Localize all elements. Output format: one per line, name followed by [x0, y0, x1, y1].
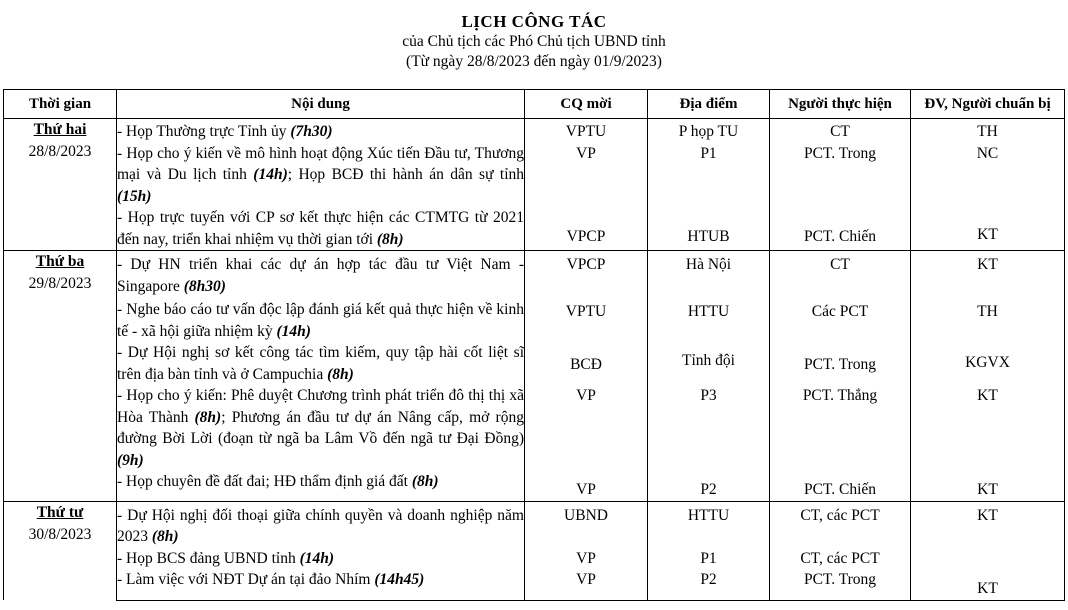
item-time: (14h): [253, 166, 288, 183]
item-time: (14h): [276, 322, 311, 340]
item-inviter: BCĐ: [525, 342, 648, 385]
schedule-table: [3, 89, 1065, 601]
item-content: [117, 207, 525, 251]
item-preparer: KGVX: [911, 342, 1065, 385]
item-inviter: VP: [525, 385, 648, 471]
item-location: P3: [648, 385, 770, 471]
item-text: - Dự Hội nghị sơ kết công tác tìm kiếm, quy tập hài cốt liệt sĩ trên địa bàn tỉnh và ở Campuchia: [117, 344, 524, 383]
item-location: Tỉnh đội: [648, 342, 770, 385]
item-text: - Họp cho ý kiến về mô hình hoạt động Xúc tiến Đầu tư, Thương mại và Du lịch tỉnh: [117, 144, 524, 183]
table-header-row: [4, 90, 1065, 119]
item-preparer: [911, 548, 1065, 570]
item-time: (8h): [411, 473, 439, 490]
table-row: [4, 342, 1065, 385]
item-location: P họp TU: [648, 119, 770, 143]
item-inviter: VP: [525, 143, 648, 208]
table-row: [4, 471, 1065, 501]
document-subtitle: của Chủ tịch các Phó Chủ tịch UBND tỉnh: [402, 33, 666, 50]
day-cell: [4, 119, 117, 251]
col-header-location: Địa điểm: [648, 90, 770, 119]
item-executor: PCT. Trong: [770, 143, 911, 208]
item-inviter: VPCP: [525, 251, 648, 298]
item-executor: PCT. Trong: [770, 569, 911, 600]
item-executor: PCT. Chiến: [770, 207, 911, 251]
table-row: [4, 119, 1065, 143]
item-time: (7h30): [290, 123, 333, 140]
item-time: (9h): [117, 451, 144, 469]
item-content: [117, 569, 525, 600]
day-date: 28/8/2023: [28, 143, 92, 160]
item-executor: PCT. Thắng: [770, 385, 911, 471]
item-location: Hà Nội: [648, 251, 770, 298]
item-inviter: VP: [525, 471, 648, 501]
item-preparer: TH: [911, 119, 1065, 143]
item-content: [117, 119, 525, 143]
item-text: - Nghe báo cáo tư vấn độc lập đánh giá kết quả thực hiện về kinh tế - xã hội giữa nhiệm kỳ: [117, 301, 524, 340]
item-preparer: KT: [911, 251, 1065, 298]
date-range: (Từ ngày 28/8/2023 đến ngày 01/9/2023): [406, 53, 662, 70]
item-content: [117, 342, 525, 385]
item-time: (8h): [376, 230, 404, 248]
item-content: [117, 548, 525, 570]
item-location: P2: [648, 569, 770, 600]
day-name: Thứ ba: [35, 253, 85, 270]
col-header-inviter: CQ mời: [525, 90, 648, 119]
item-text: ; Phương án đầu tư dự án Nâng cấp, mở rộng đường Bời Lời (đoạn từ ngã ba Lâm Vồ đến ngã tư Đại Đồng): [117, 408, 524, 447]
day-date: 30/8/2023: [28, 525, 92, 543]
day-name: Thứ tư: [36, 503, 84, 521]
item-executor: PCT. Trong: [770, 342, 911, 385]
item-time: (8h): [194, 408, 222, 426]
item-content: [117, 297, 525, 342]
item-location: P2: [648, 471, 770, 501]
item-time: (14h45): [374, 571, 425, 588]
item-executor: PCT. Chiến: [770, 471, 911, 501]
item-time: (8h): [151, 528, 179, 545]
item-time: (14h): [299, 549, 335, 567]
document-title: LỊCH CÔNG TÁC: [461, 12, 607, 31]
item-location: P1: [648, 143, 770, 208]
col-header-preparer: ĐV, Người chuẩn bị: [911, 90, 1065, 119]
table-row: [4, 251, 1065, 298]
item-content: [117, 143, 525, 208]
item-time: (8h): [327, 365, 354, 383]
item-location: P1: [648, 548, 770, 570]
item-content: [117, 471, 525, 501]
item-content: [117, 251, 525, 298]
item-location: HTUB: [648, 207, 770, 251]
col-header-time: Thời gian: [4, 90, 117, 119]
item-location: HTTU: [648, 501, 770, 548]
table-row: [4, 143, 1065, 208]
item-text: - Họp trực tuyến với CP sơ kết thực hiện các CTMTG từ 2021 đến nay, triển khai nhiệm vụ thời gian tới: [117, 209, 524, 248]
item-executor: CT, các PCT: [770, 548, 911, 570]
item-text: - Làm việc với NĐT Dự án tại đảo Nhím: [117, 571, 375, 588]
item-preparer: TH: [911, 297, 1065, 342]
document-header: [0, 0, 1068, 72]
item-text: - Dự HN triển khai các dự án hợp tác đầu tư Việt Nam - Singapore: [117, 256, 524, 295]
item-time: (15h): [117, 187, 152, 205]
item-preparer: KT: [911, 471, 1065, 501]
day-cell: [4, 251, 117, 502]
day-name: Thứ hai: [33, 121, 87, 138]
col-header-content: Nội dung: [117, 90, 525, 119]
table-row: [4, 501, 1065, 548]
item-executor: CT: [770, 251, 911, 298]
item-inviter: VPTU: [525, 119, 648, 143]
item-preparer: KT: [911, 501, 1065, 548]
table-row: [4, 569, 1065, 600]
day-cell: [4, 501, 117, 600]
item-executor: Các PCT: [770, 297, 911, 342]
item-text: - Họp BCS đảng UBND tỉnh: [117, 549, 300, 567]
item-location: HTTU: [648, 297, 770, 342]
item-inviter: VPTU: [525, 297, 648, 342]
item-content: [117, 385, 525, 471]
day-date: 29/8/2023: [28, 275, 92, 292]
col-header-executor: Người thực hiện: [770, 90, 911, 119]
item-text: - Họp Thường trực Tỉnh ủy: [117, 123, 291, 140]
item-preparer: KT: [911, 569, 1065, 600]
item-inviter: VP: [525, 548, 648, 570]
item-text: - Họp chuyên đề đất đai; HĐ thẩm định giá đất: [117, 473, 412, 490]
schedule-body: [4, 119, 1065, 601]
item-preparer: NC: [911, 143, 1065, 208]
table-row: [4, 207, 1065, 251]
item-preparer: KT: [911, 207, 1065, 251]
item-inviter: UBND: [525, 501, 648, 548]
item-inviter: VPCP: [525, 207, 648, 251]
item-preparer: KT: [911, 385, 1065, 471]
item-text: ; Họp BCĐ thi hành án dân sự tỉnh: [287, 166, 525, 183]
item-text: - Họp cho ý kiến: Phê duyệt Chương trình phát triển đô thị thị xã Hòa Thành: [117, 387, 524, 426]
item-executor: CT: [770, 119, 911, 143]
table-row: [4, 548, 1065, 570]
item-text: - Dự Hội nghị đối thoại giữa chính quyền và doanh nghiệp năm 2023: [117, 506, 524, 545]
table-row: [4, 385, 1065, 471]
item-time: (8h30): [183, 277, 226, 295]
item-executor: CT, các PCT: [770, 501, 911, 548]
table-row: [4, 297, 1065, 342]
item-inviter: VP: [525, 569, 648, 600]
item-content: [117, 501, 525, 548]
